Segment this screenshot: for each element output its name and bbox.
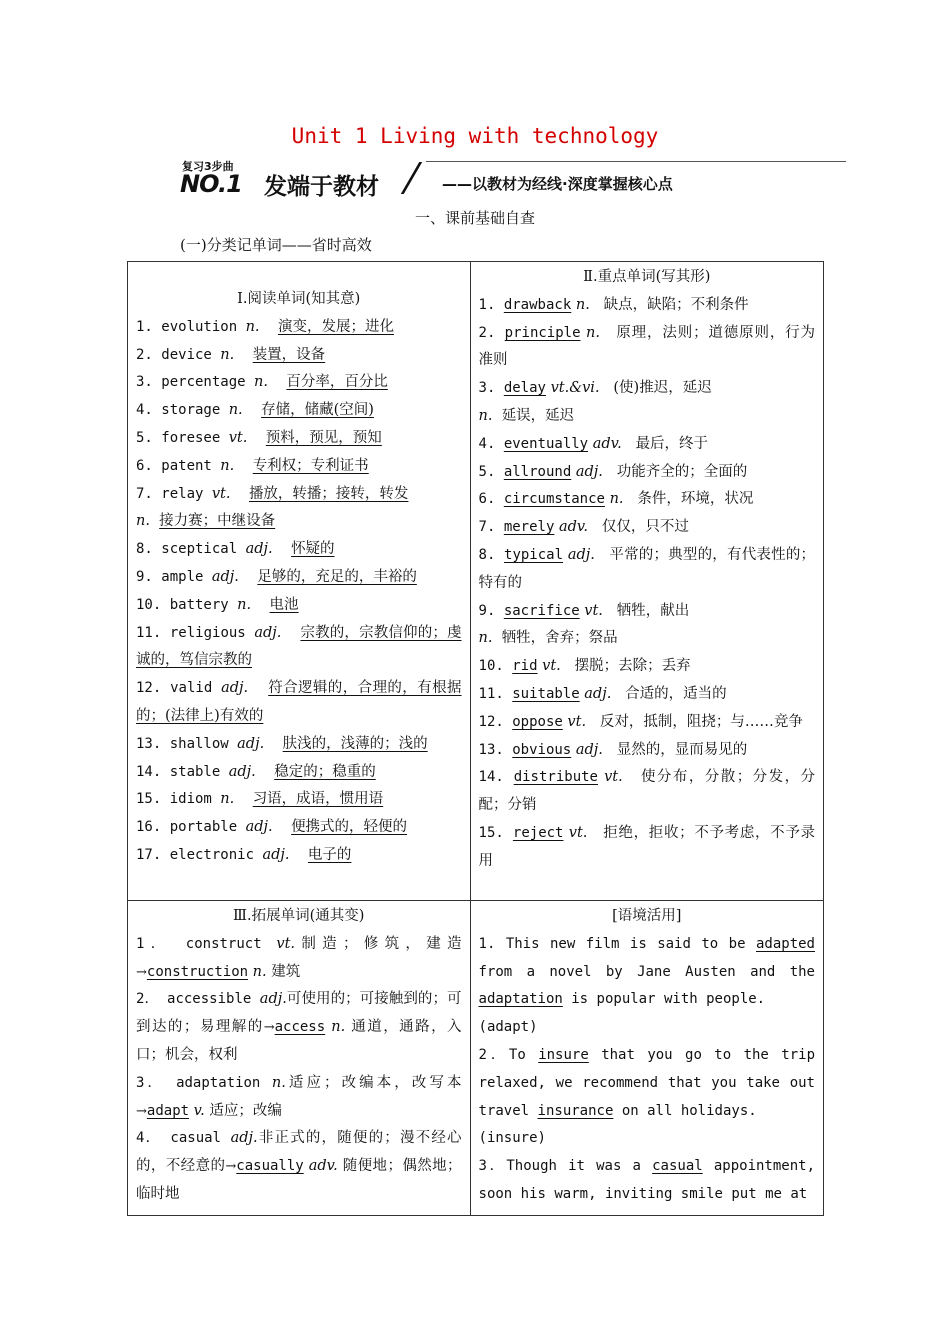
word-number-and-term: 2． accessible [136,991,260,1008]
word-meaning: 牺牲，舍弃；祭品 [501,630,618,647]
derived-word: casually [236,1158,304,1175]
expand-word-row [136,1070,462,1126]
part-of-speech: adj. [575,463,603,480]
word-meaning: 制造；修筑，建造 [295,935,462,952]
key-word-row [479,653,815,681]
context-sentence-1: 1. This new film is said to be adapted from a novel by Jane Austen and the adaptation is popular with people. (adapt) [478,935,815,1036]
word-meaning: 平常的；典型的，有代表性的；特有的 [478,546,816,591]
arrow-icon: → [263,1020,275,1036]
part-of-speech: adv. [559,519,589,536]
part-of-speech: vt. [228,429,248,446]
key-word-row [479,375,815,431]
key-word-row [479,764,815,820]
reading-words-list [136,314,462,870]
reading-words-cell [128,262,471,901]
word-meaning: 适应；改编本，改写本 [285,1074,462,1091]
word-number: 11. [478,685,513,702]
key-word-row [479,709,815,737]
expand-words-heading: Ⅲ.拓展单词(通其变) [233,908,365,924]
part-of-speech: n. [585,324,600,341]
word-meaning: 合适的，适当的 [625,685,727,702]
word-number-and-term: 5. foresee [136,429,229,446]
word-meaning: 条件，环境，状况 [637,491,754,508]
key-words-cell [470,262,823,901]
arrow-icon: → [225,1159,237,1175]
part-of-speech: vt. [604,769,623,786]
word-meaning: 使分布，分散；分发，分配；分销 [478,769,816,814]
part-of-speech: n. [245,318,260,335]
part-of-speech: adj. [567,546,595,563]
reading-word-row [136,842,462,870]
word-meaning: 电子的 [307,846,352,863]
derived-meaning: 建筑 [271,963,301,980]
reading-word-row [136,369,462,397]
word-meaning: 习语，成语，惯用语 [252,791,384,808]
part-of-speech: adj. [221,680,249,697]
reading-word-row [136,620,462,676]
page-title: Unit 1 Living with technology [291,124,659,148]
part-of-speech: n. [478,630,493,647]
word-meaning: 稳定的；稳重的 [274,763,376,780]
word-term: eventually [503,435,589,452]
banner-number: NO.1 [180,170,242,198]
banner-small-label: 复习3步曲 [182,160,234,173]
word-term: principle [504,324,581,341]
part-of-speech: n. [575,296,590,313]
word-number-and-term: 9. ample [136,568,212,585]
word-number-and-term: 3． adaptation [136,1074,272,1091]
banner-main-title: 发端于教材 [264,174,379,200]
reading-word-row [136,814,462,842]
part-of-speech: adj. [211,568,239,585]
word-meaning: 延误，延迟 [501,407,575,424]
word-term: suitable [512,685,580,702]
word-meaning: 非正式的，随便的；漫不经心的，不经意的 [136,1130,462,1175]
key-word-row [479,320,815,376]
reading-word-row [136,536,462,564]
part-of-speech: adj. [584,685,612,702]
part-of-speech: n. [252,963,267,980]
word-number-and-term: 16. portable [136,819,246,836]
word-meaning: 功能齐全的；全面的 [616,463,748,480]
word-term: obvious [512,741,572,758]
part-of-speech: vt. [568,824,588,841]
reading-word-row [136,564,462,592]
reading-word-row [136,397,462,425]
word-meaning: 便携式的，轻便的 [291,819,408,836]
part-of-speech: vt. [542,658,561,675]
part-of-speech: v. [193,1102,205,1119]
word-number-and-term: 1． construct [136,935,277,952]
derived-word: adapt [146,1102,190,1119]
reading-word-row [136,675,462,731]
word-number-and-term: 17. electronic [136,846,263,863]
key-word-row [479,598,815,654]
part-of-speech: n. [237,596,252,613]
reading-word-row [136,314,462,342]
context-sentence-2: 2．To insure that you go to the trip relaxed, we recommend that you take out travel insurance on all holidays. (insure) [478,1046,815,1147]
word-term: circumstance [503,491,605,508]
word-term: delay [503,380,546,397]
part-of-speech: n. [271,1074,286,1091]
word-term: oppose [512,713,563,730]
key-word-row [479,431,815,459]
reading-word-row [136,731,462,759]
word-number-and-term: 10. battery [136,596,238,613]
answer-blank: insure [538,1046,589,1063]
word-number: 7. [478,519,504,536]
word-meaning: 牺牲，献出 [616,602,690,619]
arrow-icon: → [136,1103,147,1119]
context-heading: [语境活用] [612,908,682,924]
key-word-row [479,292,815,320]
word-number-and-term: 1. evolution [136,318,246,335]
word-meaning: 最后，终于 [635,435,709,452]
key-word-row [479,542,815,598]
reading-word-row [136,342,462,370]
word-meaning: 存储，储藏(空间) [261,402,374,419]
word-number: 4. [478,435,504,452]
banner-slash-divider [401,162,422,194]
vocabulary-table [127,261,824,1216]
part-of-speech: n. [136,513,150,530]
key-word-row [479,486,815,514]
expand-words-list [136,931,462,1209]
word-meaning: 反对，抵制，阻挠；与……竞争 [599,713,803,730]
part-of-speech: adv. [592,435,622,452]
word-meaning: 怀疑的 [291,541,335,558]
word-number-and-term: 15. idiom [136,791,221,808]
word-number-and-term: 13. shallow [136,735,238,752]
reading-word-row [136,481,462,537]
answer-blank: insurance [537,1102,614,1119]
key-word-row [479,514,815,542]
word-meaning: 百分率，百分比 [286,374,388,391]
part-of-speech: vt.&vi. [550,380,600,397]
expand-word-row [136,931,462,987]
word-meaning: 原理，法则；道德原则，行为准则 [478,324,816,369]
reading-word-row [136,786,462,814]
word-meaning: 仅仅，只不过 [601,519,689,536]
word-meaning: 装置，设备 [252,346,326,363]
word-term: rid [512,658,538,675]
word-number: 10. [478,658,513,675]
word-term: reject [512,824,564,841]
expand-word-row [136,1125,462,1208]
word-meaning: 演变，发展；进化 [277,318,394,335]
word-number-and-term: 7. relay [136,485,212,502]
word-number-and-term: 4． casual [136,1130,231,1147]
part-of-speech: adj. [230,1130,258,1147]
derived-meaning: 随便地；偶然地；临时地 [136,1158,462,1202]
word-meaning: 专利权；专利证书 [252,457,369,474]
answer-blank: adaptation [478,991,563,1008]
part-of-speech: adj. [228,763,256,780]
part-of-speech: n. [220,457,235,474]
part-of-speech: n. [220,346,235,363]
part-of-speech: n. [228,402,243,419]
word-number: 5. [478,463,504,480]
word-number: 3. [478,380,504,397]
reading-word-row [136,592,462,620]
word-term: distribute [513,769,598,786]
banner-subtitle: ——以教材为经线·深度掌握核心点 [442,175,673,193]
part-of-speech: n. [254,374,268,391]
word-meaning: 拒绝，拒收；不予考虑，不予录用 [478,824,816,869]
word-number: 6. [478,491,504,508]
word-term: merely [503,519,555,536]
word-meaning: 符合逻辑的，合理的，有根据的；(法律上)有效的 [136,680,462,724]
key-words-heading: Ⅱ.重点单词(写其形) [583,269,711,285]
part-of-speech: vt. [211,485,231,502]
part-of-speech: adj. [575,741,603,758]
part-of-speech: n. [220,791,235,808]
word-number: 9. [478,602,504,619]
reading-word-row [136,453,462,481]
word-number-and-term: 4. storage [136,402,229,419]
word-number-and-term: 14. stable [136,763,229,780]
derived-word: construction [146,963,249,980]
word-number: 1. [478,296,504,313]
word-meaning: 显然的，显而易见的 [616,741,748,758]
word-number: 13. [478,741,513,758]
expand-words-cell [128,901,471,1216]
derived-meaning: 适应；改编 [209,1102,282,1119]
word-meaning: (使)推迟，延迟 [613,380,712,397]
word-meaning: 足够的，充足的，丰裕的 [257,568,417,585]
word-meaning: 播放，转播；接转，转发 [248,485,409,502]
word-meaning: 电池 [269,596,299,613]
reading-word-row [136,759,462,787]
derived-word: access [274,1019,326,1036]
answer-blank: adapted [755,935,815,952]
banner-top-rule [426,161,846,162]
part-of-speech: vt. [567,713,587,730]
word-number-and-term: 8. sceptical [136,541,246,558]
part-of-speech: adj. [262,846,290,863]
word-meaning: 肤浅的，浅薄的；浅的 [282,735,428,752]
word-number-and-term: 2. device [136,346,221,363]
word-number: 15. [478,824,513,841]
part-of-speech: vt. [584,602,603,619]
subsection-heading: (一)分类记单词——省时高效 [180,236,372,254]
reading-words-heading: Ⅰ.阅读单词(知其意) [237,291,361,307]
key-word-row [479,681,815,709]
word-meaning: 接力赛；中继设备 [159,513,276,530]
expand-word-row [136,986,462,1069]
key-word-row [479,459,815,487]
part-of-speech: adj. [245,541,273,558]
word-number-and-term: 11. religious [136,624,255,641]
part-of-speech: adj. [237,735,265,752]
part-of-speech: n. [478,407,493,424]
section-banner [180,158,850,198]
part-of-speech: vt. [276,935,296,952]
word-meaning: 宗教的，宗教信仰的；虔诚的，笃信宗教的 [136,624,462,669]
word-number-and-term: 6. patent [136,457,221,474]
word-number: 12. [478,713,513,730]
word-term: allround [503,463,572,480]
key-word-row [479,820,815,876]
word-term: drawback [503,296,572,313]
part-of-speech: adj. [254,624,282,641]
word-meaning: 可使用的；可接触到的；可到达的；易理解的 [136,991,462,1036]
derived-meaning: 通道，通路，入口；机会，权利 [136,1019,462,1063]
reading-word-row [136,425,462,453]
key-words-list [479,292,815,876]
word-number: 2. [478,324,505,341]
key-word-row [479,737,815,765]
context-cell [470,901,823,1216]
context-sentence-3: 3．Though it was a casual appointment, soon his warm, inviting smile put me at [478,1158,815,1202]
part-of-speech: adj. [259,991,287,1008]
word-number-and-term: 12. valid [136,680,222,697]
word-term: sacrifice [503,602,580,619]
arrow-icon: → [136,964,147,980]
word-number: 8. [478,546,505,563]
part-of-speech: adv. [308,1158,338,1175]
word-number-and-term: 3. percentage [136,374,255,391]
word-term: typical [504,546,564,563]
word-meaning: 缺点，缺陷；不利条件 [603,296,749,313]
part-of-speech: n. [609,491,624,508]
word-meaning: 预料，预见，预知 [265,429,382,446]
answer-blank: casual [652,1158,703,1175]
section-heading: 一、课前基础自查 [414,209,535,227]
part-of-speech: n. [331,1019,346,1036]
part-of-speech: adj. [245,819,273,836]
word-number: 14. [478,769,514,786]
word-meaning: 摆脱；去除；丢弃 [574,658,691,675]
